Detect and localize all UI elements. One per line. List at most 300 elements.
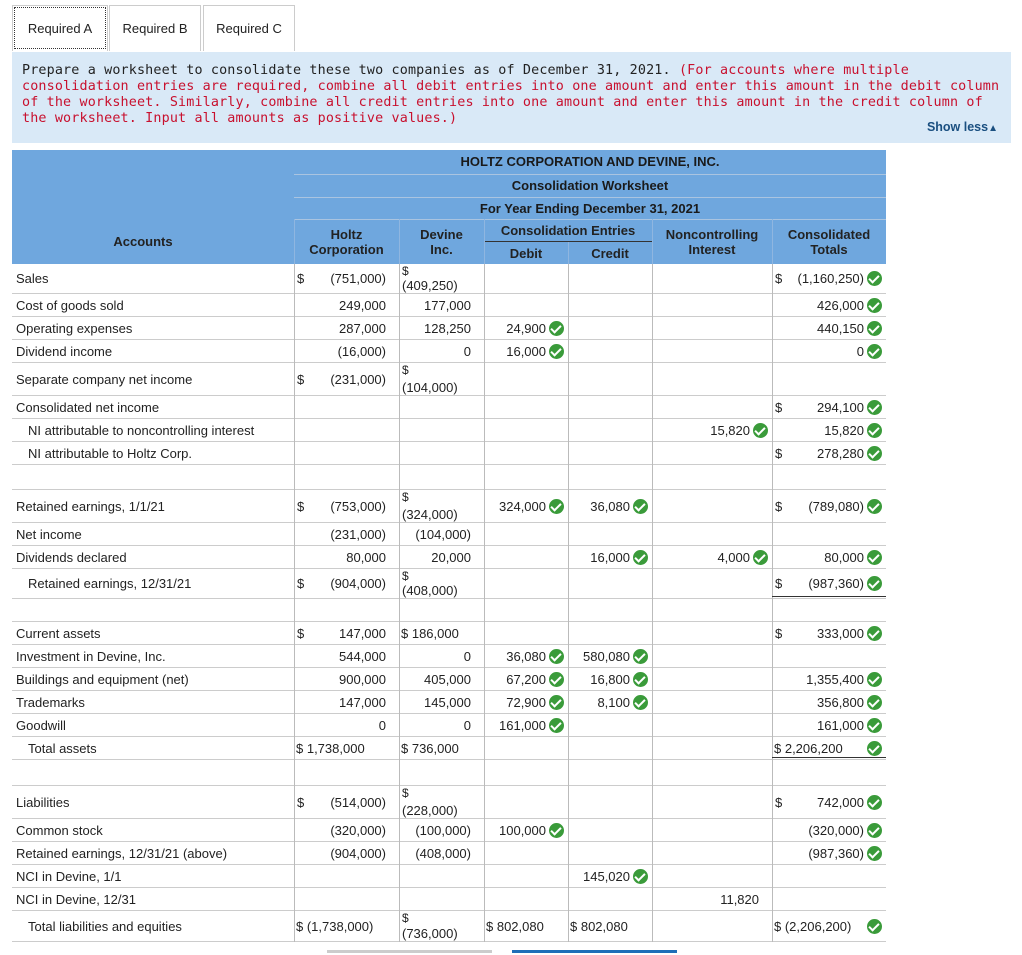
account-label: NCI in Devine, 1/1 [16, 868, 122, 884]
currency-symbol: $ [774, 740, 785, 756]
column-divider [568, 396, 569, 419]
account-label: Common stock [16, 822, 103, 838]
instruction-main: Prepare a worksheet to consolidate these two companies as of December 31, 2021. [22, 63, 671, 78]
currency-symbol: $ [570, 918, 581, 934]
worksheet-title: HOLTZ CORPORATION AND DEVINE, INC. [460, 154, 720, 169]
check-icon [867, 423, 882, 438]
currency-symbol: $ [774, 918, 785, 934]
column-divider [484, 737, 485, 760]
check-icon [867, 446, 882, 461]
value-devine: (408,000) [415, 845, 471, 861]
column-divider [772, 363, 773, 396]
row-consni [12, 396, 886, 419]
column-divider [294, 396, 295, 419]
column-divider [772, 599, 773, 622]
currency-symbol: $ [296, 918, 307, 934]
check-icon [867, 695, 882, 710]
check-icon [867, 626, 882, 641]
column-divider [568, 264, 569, 294]
row-sales [12, 264, 886, 294]
column-divider [568, 786, 569, 819]
value-credit: 580,080 [583, 648, 630, 664]
value-holtz: (904,000) [330, 576, 386, 591]
column-divider [652, 622, 653, 645]
account-label: Retained earnings, 1/1/21 [16, 498, 165, 514]
value-holtz: 287,000 [339, 320, 386, 336]
check-icon [549, 672, 564, 687]
spacer-row [12, 760, 886, 786]
currency-symbol: $ [297, 371, 305, 387]
value-total: 294,100 [817, 399, 864, 415]
value-holtz: 0 [378, 717, 386, 733]
header-holtz: Holtz Corporation [309, 227, 384, 257]
column-divider [652, 714, 653, 737]
column-divider [484, 786, 485, 819]
column-divider [772, 888, 773, 911]
value-debit: 24,900 [506, 320, 546, 336]
account-label: Operating expenses [16, 320, 133, 336]
column-divider [484, 546, 485, 569]
column-divider [399, 465, 400, 490]
row-sepni [12, 363, 886, 396]
currency-symbol: $ [297, 576, 305, 591]
check-icon [753, 423, 768, 438]
currency-symbol: $ [775, 498, 783, 514]
value-devine: (228,000) [402, 803, 458, 818]
row-inv [12, 645, 886, 668]
currency-symbol: $ [486, 918, 497, 934]
value-devine: 0 [463, 343, 471, 359]
column-divider [568, 599, 569, 622]
currency-symbol: $ [402, 490, 409, 504]
column-divider [652, 691, 653, 714]
value-holtz: 544,000 [339, 648, 386, 664]
currency-symbol: $ [402, 264, 409, 278]
account-label: Current assets [16, 625, 101, 641]
value-devine: (324,000) [402, 507, 458, 522]
amount: (1,738,000) [306, 918, 374, 934]
column-divider [568, 363, 569, 396]
value-total: 80,000 [824, 549, 864, 565]
bottom-bar-right [512, 950, 677, 953]
currency-symbol: $ [775, 399, 783, 415]
currency-symbol: $ [402, 911, 409, 925]
header-consolidation-entries: Consolidation Entries [500, 223, 636, 238]
bottom-bar-left [327, 950, 492, 953]
value-credit: 16,800 [590, 671, 630, 687]
triangle-up-icon: ▲ [988, 123, 998, 134]
check-icon [633, 499, 648, 514]
check-icon [549, 718, 564, 733]
check-icon [867, 298, 882, 313]
column-divider [652, 317, 653, 340]
value-debit: 16,000 [506, 343, 546, 359]
column-divider [568, 569, 569, 599]
check-icon [549, 649, 564, 664]
column-divider [484, 465, 485, 490]
column-divider [484, 760, 485, 786]
currency-symbol: $ [775, 625, 783, 641]
value-debit: 72,900 [506, 694, 546, 710]
account-label: Cost of goods sold [16, 297, 124, 313]
value-total: (789,080) [808, 498, 864, 514]
currency-symbol: $ [402, 786, 409, 800]
value-total [774, 919, 864, 934]
value-devine: 0 [463, 648, 471, 664]
check-icon [867, 741, 882, 756]
column-divider [772, 523, 773, 546]
account-label: Sales [16, 271, 49, 286]
header-devine: Devine Inc. [420, 227, 463, 257]
check-icon [549, 695, 564, 710]
value-holtz: (320,000) [330, 822, 386, 838]
column-divider [294, 599, 295, 622]
check-icon [753, 550, 768, 565]
amount: 802,080 [580, 918, 628, 934]
value-nci: 4,000 [717, 549, 750, 565]
column-divider [294, 865, 295, 888]
value-total: 333,000 [817, 625, 864, 641]
check-icon [867, 400, 882, 415]
row-re12 [12, 569, 886, 599]
currency-symbol: $ [775, 445, 783, 461]
value-total: 356,800 [817, 694, 864, 710]
value-holtz: (231,000) [330, 526, 386, 542]
column-divider [568, 760, 569, 786]
value-debit: 161,000 [499, 717, 546, 733]
check-icon [867, 271, 882, 286]
column-divider [399, 599, 400, 622]
currency-symbol: $ [297, 794, 305, 810]
column-divider [484, 842, 485, 865]
column-divider [484, 569, 485, 599]
check-icon [549, 499, 564, 514]
column-divider [652, 569, 653, 599]
currency-symbol: $ [296, 740, 307, 756]
column-divider [568, 523, 569, 546]
value-holtz: 147,000 [339, 694, 386, 710]
account-label: NI attributable to noncontrolling interest [28, 422, 255, 438]
value-holtz: (16,000) [337, 343, 386, 359]
value-total: 15,820 [824, 422, 864, 438]
value-total: 1,355,400 [806, 671, 864, 687]
column-divider [484, 396, 485, 419]
value-devine [401, 626, 471, 641]
check-icon [867, 795, 882, 810]
value-total: 0 [856, 343, 864, 359]
column-divider [484, 888, 485, 911]
column-divider [568, 465, 569, 490]
account-label: Net income [16, 526, 82, 542]
check-icon [867, 321, 882, 336]
column-divider [652, 645, 653, 668]
spacer-row [12, 465, 886, 490]
header-credit: Credit [591, 246, 629, 261]
instructions-panel [12, 52, 1011, 143]
account-label: Buildings and equipment (net) [16, 671, 189, 687]
column-divider [484, 599, 485, 622]
value-devine [401, 741, 471, 756]
value-devine: 20,000 [431, 549, 471, 565]
row-rea [12, 842, 886, 865]
column-divider [294, 760, 295, 786]
check-icon [549, 344, 564, 359]
total-underline [772, 757, 886, 758]
value-credit: 145,020 [583, 868, 630, 884]
currency-symbol: $ [402, 569, 409, 583]
column-divider [652, 340, 653, 363]
column-divider [568, 622, 569, 645]
column-divider [294, 888, 295, 911]
check-icon [867, 576, 882, 591]
account-label: Retained earnings, 12/31/21 [28, 576, 192, 591]
column-divider [652, 819, 653, 842]
value-total: 161,000 [817, 717, 864, 733]
column-divider [484, 523, 485, 546]
value-holtz: 147,000 [339, 625, 386, 641]
column-divider [294, 419, 295, 442]
tab-required-b[interactable]: Required B [109, 5, 201, 51]
value-devine: 145,000 [424, 694, 471, 710]
value-devine: (100,000) [415, 822, 471, 838]
header-debit: Debit [509, 246, 543, 261]
column-divider [399, 442, 400, 465]
column-divider [772, 465, 773, 490]
row-ni [12, 523, 886, 546]
row-re1 [12, 490, 886, 523]
amount: 802,080 [496, 918, 544, 934]
value-debit: 100,000 [499, 822, 546, 838]
check-icon [633, 672, 648, 687]
value-total: 278,280 [817, 445, 864, 461]
account-label: Total assets [28, 740, 97, 756]
spacer-row [12, 599, 886, 622]
header-consolidated: Consolidated Totals [787, 227, 871, 257]
value-devine: (408,000) [402, 583, 458, 598]
worksheet-subtitle: Consolidation Worksheet [511, 178, 669, 193]
show-less-link[interactable] [927, 120, 998, 134]
currency-symbol: $ [297, 271, 305, 286]
value-holtz: 80,000 [346, 549, 386, 565]
account-label: Investment in Devine, Inc. [16, 648, 166, 664]
check-icon [633, 695, 648, 710]
column-divider [652, 668, 653, 691]
check-icon [867, 672, 882, 687]
column-divider [652, 490, 653, 523]
column-divider [568, 419, 569, 442]
account-label: NCI in Devine, 12/31 [16, 891, 136, 907]
currency-symbol: $ [775, 576, 783, 591]
show-less-label: Show less [926, 120, 989, 134]
check-icon [867, 550, 882, 565]
row-tm [12, 691, 886, 714]
value-holtz: (231,000) [330, 371, 386, 387]
account-label: Goodwill [16, 717, 66, 733]
value-total: 426,000 [817, 297, 864, 313]
value-nci: 15,820 [710, 422, 750, 438]
column-divider [568, 842, 569, 865]
value-debit: 36,080 [506, 648, 546, 664]
column-divider [484, 419, 485, 442]
check-icon [633, 550, 648, 565]
column-divider [652, 599, 653, 622]
value-total: (987,360) [808, 845, 864, 861]
column-divider [652, 865, 653, 888]
column-divider [484, 363, 485, 396]
currency-symbol: $ [297, 498, 305, 514]
currency-symbol: $ [402, 363, 409, 377]
amount: 186,000 [411, 625, 459, 641]
value-holtz: (904,000) [330, 845, 386, 861]
row-liab [12, 786, 886, 819]
check-icon [867, 499, 882, 514]
currency-symbol: $ [775, 794, 783, 810]
account-label: Consolidated net income [16, 399, 160, 415]
value-devine: 405,000 [424, 671, 471, 687]
account-label: Retained earnings, 12/31/21 (above) [16, 845, 228, 861]
value-credit [570, 919, 639, 934]
value-holtz: 249,000 [339, 297, 386, 313]
column-divider [484, 442, 485, 465]
check-icon [867, 919, 882, 934]
column-divider [484, 622, 485, 645]
value-holtz: (753,000) [330, 498, 386, 514]
column-divider [652, 523, 653, 546]
row-ca [12, 622, 886, 645]
tab-required-c[interactable]: Required C [203, 5, 295, 51]
column-divider [652, 911, 653, 942]
row-niholtz [12, 442, 886, 465]
account-label: Dividends declared [16, 549, 127, 565]
column-divider [399, 396, 400, 419]
header-accounts: Accounts [113, 234, 173, 249]
value-debit: 67,200 [506, 671, 546, 687]
value-total: (1,160,250) [797, 271, 864, 286]
value-holtz: 900,000 [339, 671, 386, 687]
value-debit: 324,000 [499, 498, 546, 514]
currency-symbol: $ [775, 271, 783, 286]
column-divider [652, 396, 653, 419]
row-ta [12, 737, 886, 760]
column-divider [294, 442, 295, 465]
column-divider [568, 819, 569, 842]
value-devine: (104,000) [402, 380, 458, 395]
amount: (2,206,200) [784, 918, 852, 934]
value-holtz [296, 741, 386, 756]
column-divider [652, 294, 653, 317]
column-divider [652, 760, 653, 786]
check-icon [633, 869, 648, 884]
header-nci: Noncontrolling Interest [665, 227, 759, 257]
amount: 2,206,200 [784, 740, 843, 756]
value-debit [486, 919, 555, 934]
column-divider [772, 865, 773, 888]
check-icon [867, 846, 882, 861]
check-icon [867, 344, 882, 359]
amount: 1,738,000 [306, 740, 365, 756]
row-nci12 [12, 888, 886, 911]
value-total: 440,150 [817, 320, 864, 336]
check-icon [633, 649, 648, 664]
value-holtz: (514,000) [330, 794, 386, 810]
tab-required-a[interactable]: Required A [12, 5, 108, 51]
value-credit: 36,080 [590, 498, 630, 514]
column-divider [568, 737, 569, 760]
row-opex [12, 317, 886, 340]
column-divider [399, 760, 400, 786]
account-label: Separate company net income [16, 371, 193, 387]
account-label: NI attributable to Holtz Corp. [28, 445, 193, 461]
column-divider [484, 865, 485, 888]
total-underline [772, 596, 886, 597]
instruction-note: (For accounts where multiple consolidation entries are required, combine all debit entries into one amount and enter this amount in the debit column of the worksheet. Similarly, combine all credit entries into one amount and enter this amount in the credit column of the worksheet. Input all amounts as positive values.) [22, 63, 1000, 126]
column-divider [652, 264, 653, 294]
row-bld [12, 668, 886, 691]
amount: 736,000 [411, 740, 459, 756]
value-total: (987,360) [808, 576, 864, 591]
value-devine: 0 [463, 717, 471, 733]
currency-symbol: $ [401, 625, 412, 641]
value-holtz: (751,000) [330, 271, 386, 286]
check-icon [867, 718, 882, 733]
value-nci: 11,820 [720, 891, 759, 907]
column-divider [568, 294, 569, 317]
column-divider [568, 714, 569, 737]
column-divider [568, 340, 569, 363]
value-credit: 16,000 [590, 549, 630, 565]
account-label: Dividend income [16, 343, 113, 359]
value-devine: (409,250) [402, 278, 458, 293]
column-divider [484, 264, 485, 294]
value-devine: 177,000 [424, 297, 471, 313]
value-credit: 8,100 [597, 694, 630, 710]
row-cs [12, 819, 886, 842]
row-divdec [12, 546, 886, 569]
column-divider [399, 865, 400, 888]
row-nince [12, 419, 886, 442]
column-divider [652, 442, 653, 465]
consolidation-worksheet [12, 150, 886, 942]
check-icon [549, 823, 564, 838]
column-divider [568, 442, 569, 465]
row-gw [12, 714, 886, 737]
column-divider [652, 842, 653, 865]
column-divider [772, 760, 773, 786]
account-label: Liabilities [16, 794, 70, 810]
currency-symbol: $ [297, 625, 305, 641]
column-divider [399, 419, 400, 442]
column-divider [568, 317, 569, 340]
column-divider [652, 786, 653, 819]
value-devine: 128,250 [424, 320, 471, 336]
check-icon [549, 321, 564, 336]
check-icon [867, 823, 882, 838]
column-divider [484, 294, 485, 317]
column-divider [652, 465, 653, 490]
value-holtz [296, 919, 386, 934]
account-label: Trademarks [16, 694, 85, 710]
column-divider [399, 888, 400, 911]
row-divinc [12, 340, 886, 363]
value-total: (320,000) [808, 822, 864, 838]
value-total: 742,000 [817, 794, 864, 810]
column-divider [772, 645, 773, 668]
value-total [774, 741, 864, 756]
column-divider [652, 737, 653, 760]
row-tle [12, 911, 886, 942]
column-divider [294, 465, 295, 490]
value-devine: (736,000) [402, 926, 458, 941]
